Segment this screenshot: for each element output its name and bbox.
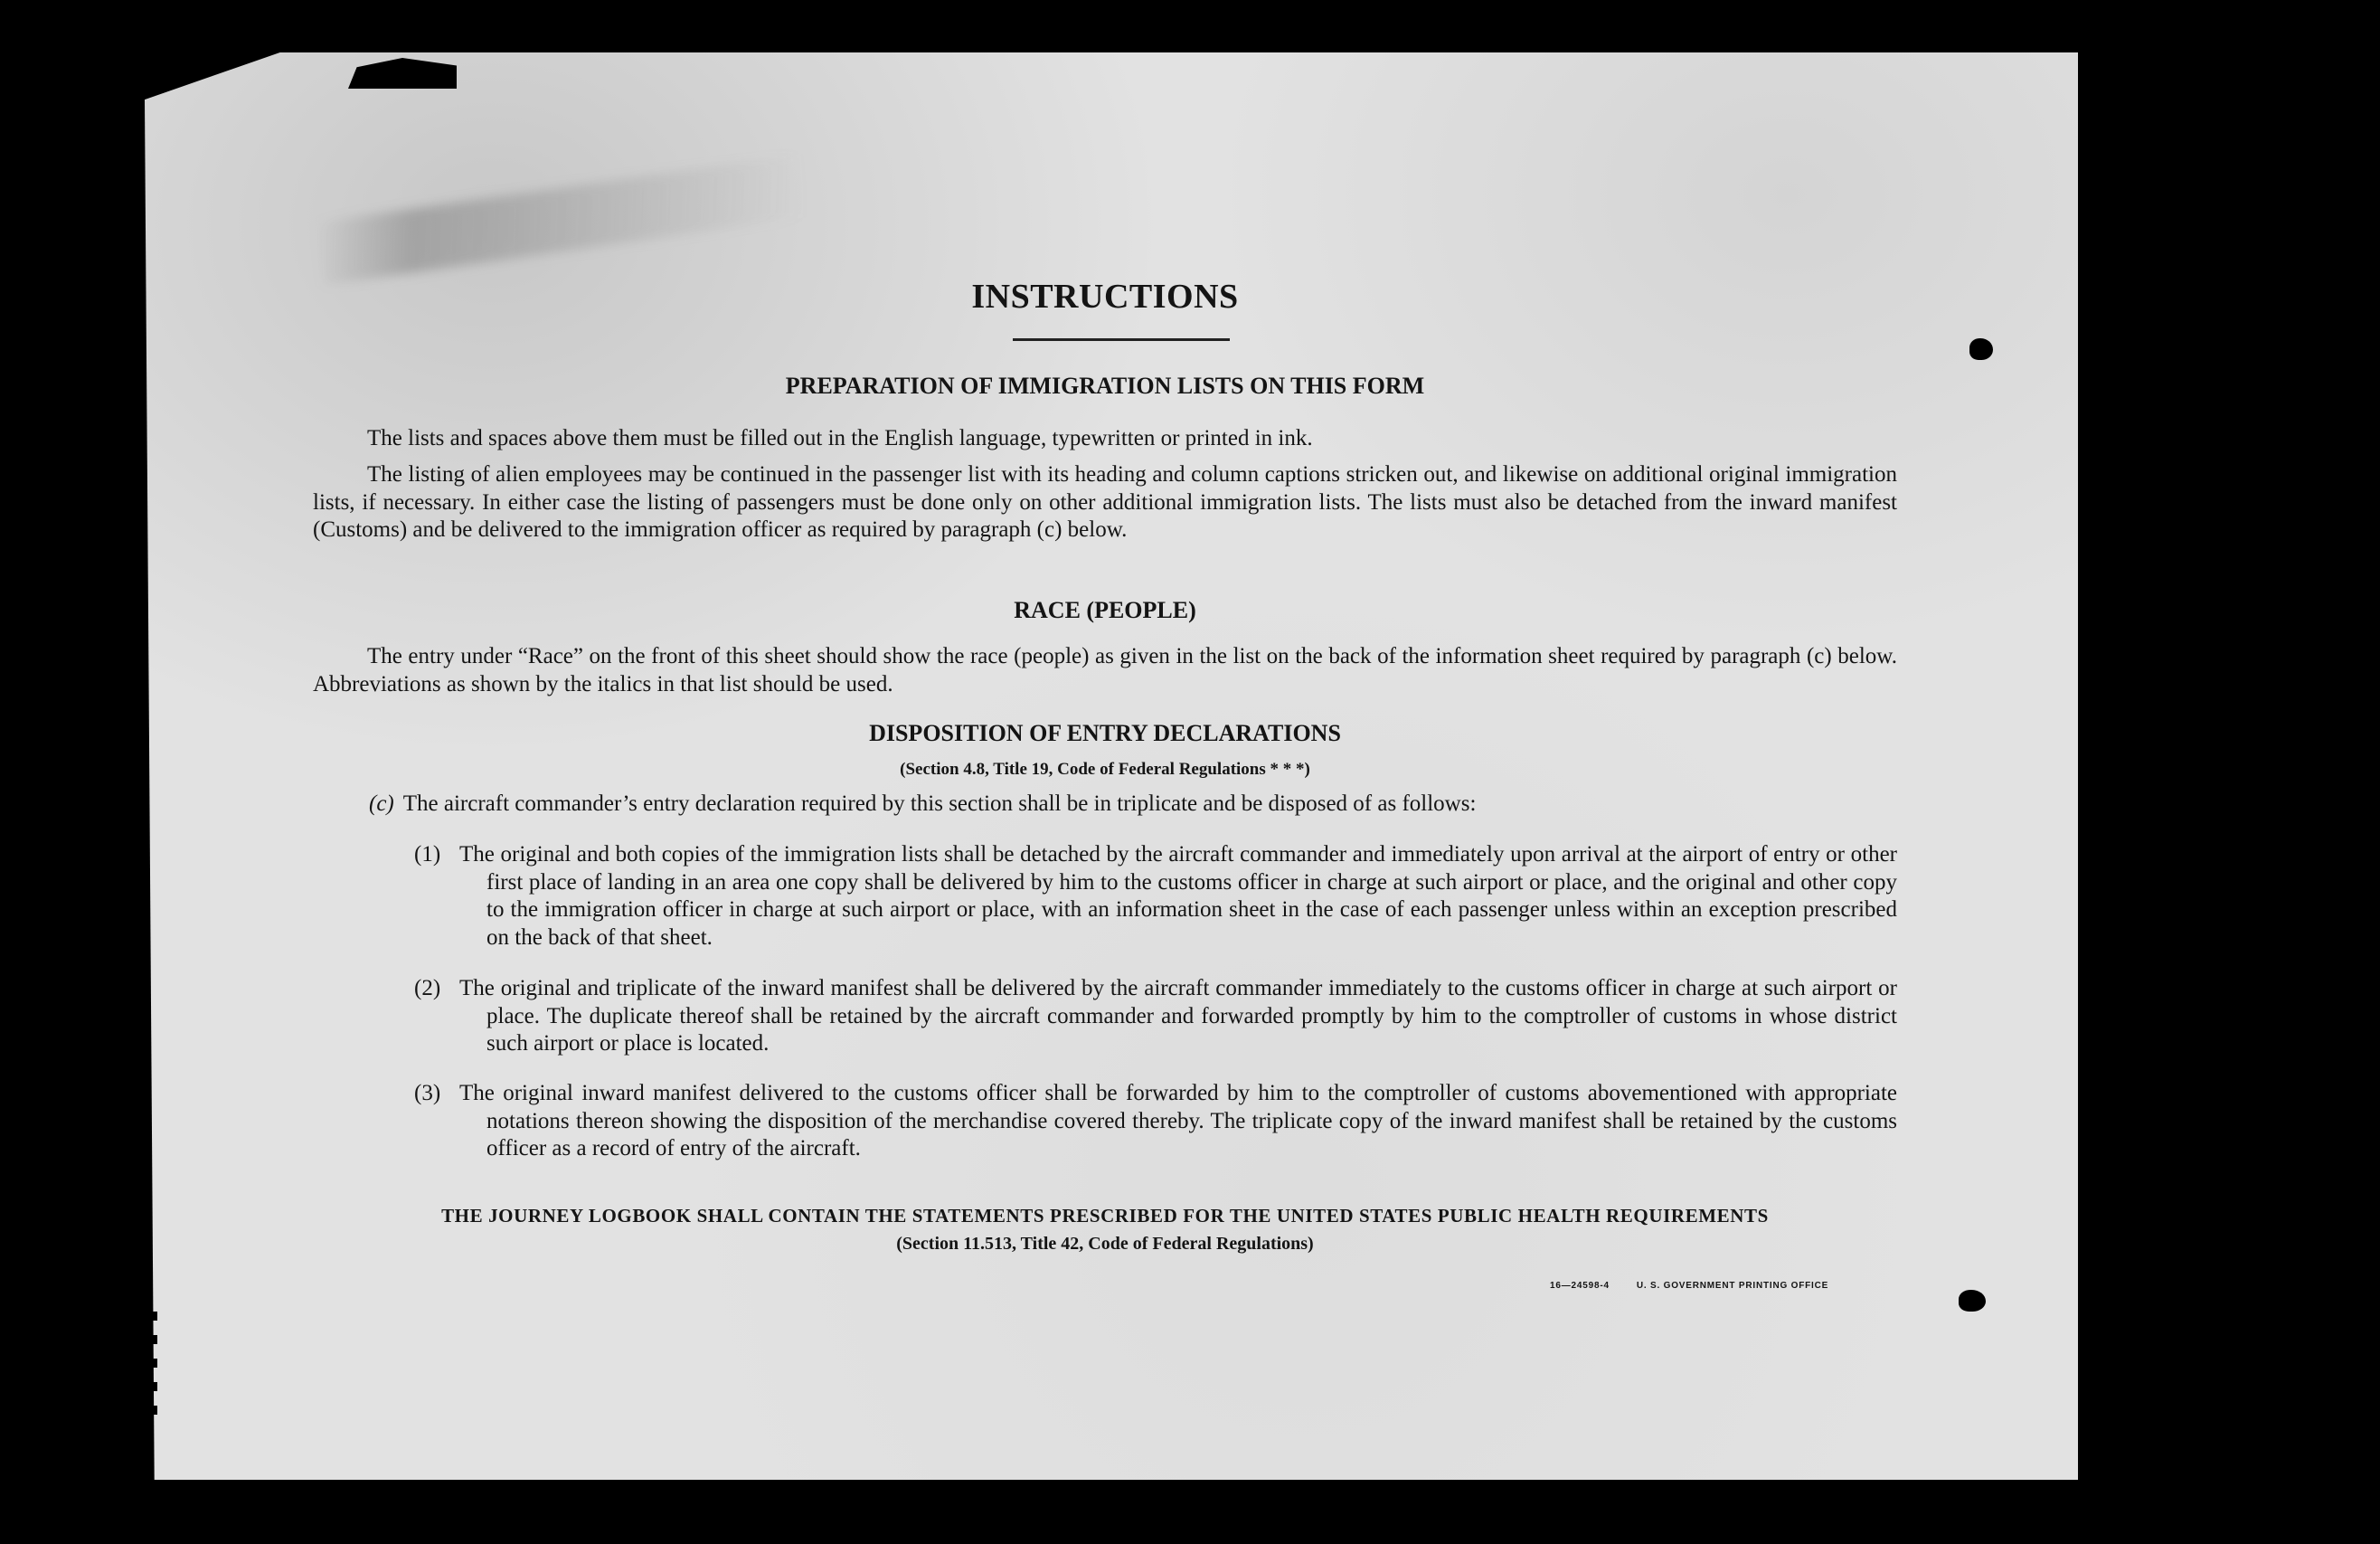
health-requirements-citation: (Section 11.513, Title 42, Code of Federal Regulations) bbox=[896, 1234, 1314, 1254]
ink-blot bbox=[1959, 1290, 1986, 1312]
item-label: (1) bbox=[414, 842, 441, 867]
disposition-heading: DISPOSITION OF ENTRY DECLARATIONS bbox=[869, 720, 1341, 746]
item-text: The original inward manifest delivered to the customs officer shall be forwarded by him to the comptroller of customs abovementioned with appropriate notations thereon showing the disposition of the merchandise covered thereby. The triplicate copy of the inward manifest shall be retained by the customs officer as a record of entry of the aircraft. bbox=[459, 1081, 1897, 1160]
ink-smudge bbox=[315, 155, 807, 285]
form-number: 16—24598-4 bbox=[1550, 1281, 1610, 1291]
preparation-paragraph-1: The lists and spaces above them must be filled out in the English language, typewritten or printed in ink. bbox=[367, 426, 1313, 450]
race-heading: RACE (PEOPLE) bbox=[1014, 597, 1196, 623]
preparation-heading: PREPARATION OF IMMIGRATION LISTS ON THIS FORM bbox=[785, 373, 1425, 399]
edge-punch-marks bbox=[148, 1312, 157, 1420]
disposition-item-1 bbox=[414, 841, 1897, 952]
item-text: The original and both copies of the immigration lists shall be detached by the aircraft commander and immediately upon arrival at the airport of entry or other first place of landing in an area one copy shall be delivered by him to the customs officer in charge at such airport or place, and the original and other copy to the immigration officer in charge at such airport or place, with an information sheet in the case of each passenger unless within an exception prescribed on the back of that sheet. bbox=[459, 842, 1897, 950]
page-title: INSTRUCTIONS bbox=[971, 278, 1239, 316]
title-underline bbox=[1013, 338, 1230, 341]
printer-name: U. S. GOVERNMENT PRINTING OFFICE bbox=[1636, 1281, 1829, 1291]
intro-label: (c) bbox=[369, 791, 394, 816]
item-label: (3) bbox=[414, 1081, 441, 1105]
item-text: The original and triplicate of the inward manifest shall be delivered by the aircraft commander immediately to the customs officer in charge at such airport or place. The duplicate thereof shall be retained by the aircraft commander and forwarded promptly by him to the comptroller of customs in whose district such airport or place is located. bbox=[459, 976, 1897, 1056]
race-paragraph: The entry under “Race” on the front of this sheet should show the race (people) as given in the list on the back of the information sheet required by paragraph (c) below. Abbreviations as shown by the italics in that list should be used. bbox=[313, 644, 1897, 696]
intro-text: The aircraft commander’s entry declaration required by this section shall be in triplicate and be disposed of as follows: bbox=[402, 791, 1477, 816]
disposition-citation: (Section 4.8, Title 19, Code of Federal Regulations * * *) bbox=[900, 760, 1310, 779]
printer-imprint bbox=[1550, 1281, 1856, 1291]
disposition-intro bbox=[369, 791, 1897, 819]
ink-blot bbox=[1969, 338, 1993, 360]
item-label: (2) bbox=[414, 976, 441, 1000]
disposition-item-3 bbox=[414, 1080, 1897, 1163]
preparation-paragraph-2: The listing of alien employees may be continued in the passenger list with its heading and column captions stricken out, and likewise on additional original immigration lists, if necessary. In either case the listing of passengers must be done only on other additional immigration lists. The lists must also be detached from the inward manifest (Customs) and be delivered to the immigration officer as required by paragraph (c) below. bbox=[313, 462, 1897, 542]
disposition-item-2 bbox=[414, 975, 1897, 1058]
health-requirements-statement: THE JOURNEY LOGBOOK SHALL CONTAIN THE STATEMENTS PRESCRIBED FOR THE UNITED STATES PUBLIC HEALTH REQUIREMENTS bbox=[441, 1205, 1769, 1227]
